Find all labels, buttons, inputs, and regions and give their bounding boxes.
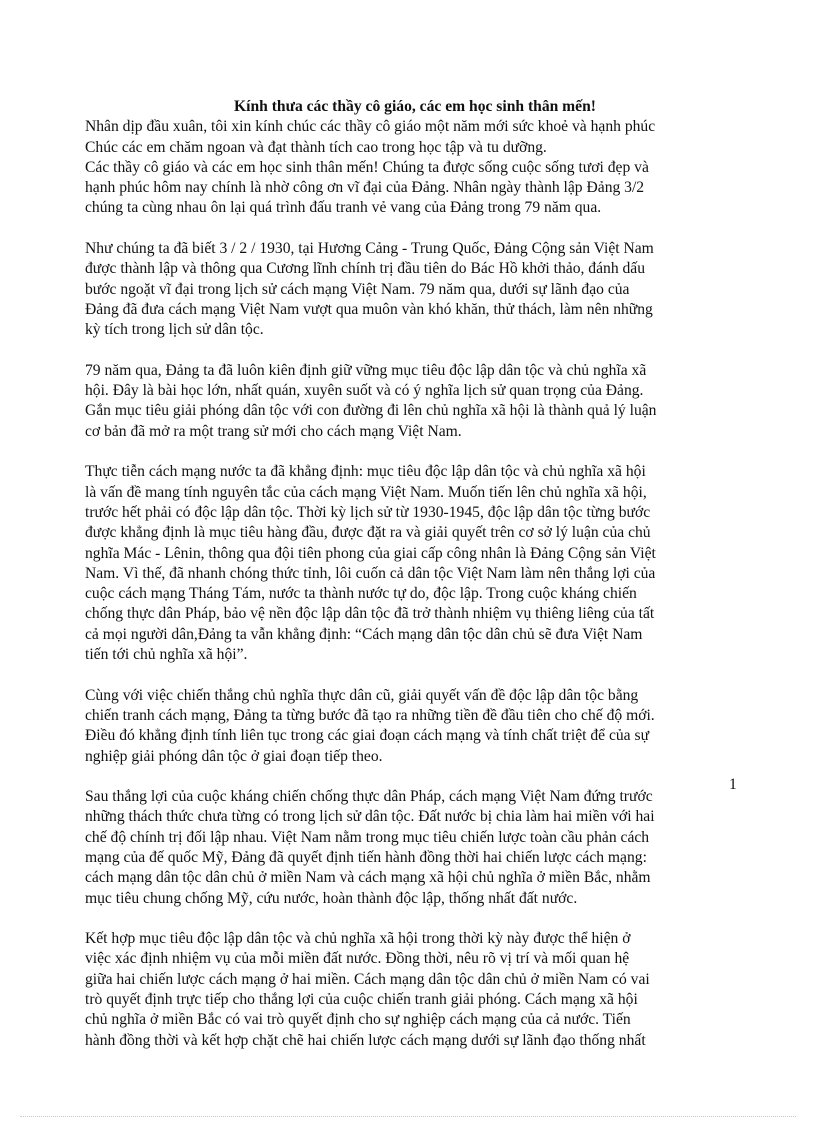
paragraph-line: hội. Đây là bài học lớn, nhất quán, xuyên suốt và có ý nghĩa lịch sử quan trọng của Đảng.: [85, 382, 644, 400]
paragraph-line: Sau thắng lợi của cuộc kháng chiến chống thực dân Pháp, cách mạng Việt Nam đứng trước: [85, 788, 653, 806]
paragraph-line: cách mạng dân tộc dân chủ ở miền Nam và cách mạng xã hội chủ nghĩa ở miền Bắc, nhằm: [85, 869, 651, 887]
paragraph-line: việc xác định nhiệm vụ của mỗi miền đất nước. Đồng thời, nêu rõ vị trí và mối quan hệ: [85, 950, 630, 968]
paragraph-line: tiến tới chủ nghĩa xã hội”.: [85, 646, 248, 664]
paragraph-line: bước ngoặt vĩ đại trong lịch sử cách mạng Việt Nam. 79 năm qua, dưới sự lãnh đạo của: [85, 280, 630, 298]
paragraph-line: cả mọi người dân,Đảng ta vẫn khẳng định: “Cách mạng dân tộc dân chủ sẽ đưa Việt Nam: [85, 625, 643, 643]
paragraph-5: [85, 686, 745, 767]
paragraph-line: chế độ chính trị đối lập nhau. Việt Nam nằm trong mục tiêu chiến lược toàn cầu phản cách: [85, 828, 650, 846]
paragraph-line: hành đồng thời và kết hợp chặt chẽ hai chiến lược cách mạng dưới sự lãnh đạo thống nhất: [85, 1031, 646, 1049]
paragraph-line: được khẳng định là mục tiêu hàng đầu, được đặt ra và giải quyết trên cơ sở lý luận của chủ: [85, 524, 651, 542]
paragraph-line: kỳ tích trong lịch sử dân tộc.: [85, 321, 264, 339]
page-bottom-border: [20, 1116, 796, 1117]
paragraph-line: hạnh phúc hôm nay chính là nhờ công ơn vĩ đại của Đảng. Nhân ngày thành lập Đảng 3/2: [85, 179, 645, 197]
paragraph-6: [85, 787, 745, 909]
paragraph-line: những thách thức chưa từng có trong lịch sử dân tộc. Đất nước bị chia làm hai miền với hai: [85, 808, 655, 826]
paragraph-line: mục tiêu chung chống Mỹ, cứu nước, hoàn thành độc lập, thống nhất đất nước.: [85, 889, 578, 907]
page-number: 1: [729, 776, 737, 793]
paragraph-line: Chúc các em chăm ngoan và đạt thành tích cao trong học tập và tu dưỡng.: [85, 138, 547, 156]
paragraph-line: Như chúng ta đã biết 3 / 2 / 1930, tại Hương Cảng - Trung Quốc, Đảng Cộng sản Việt Nam: [85, 240, 654, 258]
paragraph-line: Các thầy cô giáo và các em học sinh thân mến! Chúng ta được sống cuộc sống tươi đẹp và: [85, 158, 649, 176]
paragraph-line: mạng của đế quốc Mỹ, Đảng đã quyết định tiến hành đồng thời hai chiến lược cách mạng:: [85, 848, 647, 866]
paragraph-line: được thành lập và thông qua Cương lĩnh chính trị đầu tiên do Bác Hồ khởi thảo, đánh dấu: [85, 260, 646, 278]
paragraph-2: [85, 239, 745, 340]
paragraph-line: trước hết phải có độc lập dân tộc. Thời kỳ lịch sử từ 1930-1945, độc lập dân tộc từng bước: [85, 503, 651, 521]
paragraph-1: [85, 117, 745, 218]
paragraph-spacer: [85, 219, 745, 239]
paragraph-7: [85, 929, 745, 1051]
paragraph-line: Gắn mục tiêu giải phóng dân tộc với con đường đi lên chủ nghĩa xã hội là thành quả lý luận: [85, 402, 657, 420]
paragraph-line: cơ bản đã mở ra một trang sử mới cho cách mạng Việt Nam.: [85, 422, 462, 440]
paragraph-3: [85, 361, 745, 442]
paragraph-line: nghĩa Mác - Lênin, thông qua đội tiên phong của giai cấp công nhân là Đảng Cộng sản Việt: [85, 544, 656, 562]
paragraph-line: Nhân dịp đầu xuân, tôi xin kính chúc các thầy cô giáo một năm mới sức khoẻ và hạnh phúc: [85, 118, 656, 136]
paragraph-line: Thực tiễn cách mạng nước ta đã khẳng định: mục tiêu độc lập dân tộc và chủ nghĩa xã hội: [85, 463, 646, 481]
document-title: Kính thưa các thầy cô giáo, các em học sinh thân mến!: [234, 98, 596, 115]
paragraph-line: chống thực dân Pháp, bảo vệ nền độc lập dân tộc đã trở thành nhiệm vụ thiêng liêng của tất: [85, 605, 655, 623]
paragraph-line: trò quyết định trực tiếp cho thắng lợi của cuộc chiến tranh giải phóng. Cách mạng xã hội: [85, 991, 638, 1009]
paragraph-line: Kết hợp mục tiêu độc lập dân tộc và chủ nghĩa xã hội trong thời kỳ này được thể hiện ở: [85, 930, 631, 948]
paragraph-spacer: [85, 341, 745, 361]
paragraph-line: là vấn đề mang tính nguyên tắc của cách mạng Việt Nam. Muốn tiến lên chủ nghĩa xã hội,: [85, 483, 647, 501]
paragraph-line: 79 năm qua, Đảng ta đã luôn kiên định giữ vững mục tiêu độc lập dân tộc và chủ nghĩa xã: [85, 361, 647, 379]
paragraph-spacer: [85, 665, 745, 685]
paragraph-spacer: [85, 442, 745, 462]
paragraph-4: [85, 462, 745, 665]
paragraph-line: Điều đó khẳng định tính liên tục trong các giai đoạn cách mạng và tính chất triệt để của sự: [85, 727, 650, 745]
paragraph-spacer: [85, 767, 745, 787]
paragraph-line: chúng ta cùng nhau ôn lại quá trình đấu tranh vẻ vang của Đảng trong 79 năm qua.: [85, 199, 602, 217]
paragraph-line: giữa hai chiến lược cách mạng ở hai miền. Cách mạng dân tộc dân chủ ở miền Nam có vai: [85, 970, 650, 988]
document-body: [85, 97, 745, 1051]
paragraph-line: Đảng đã đưa cách mạng Việt Nam vượt qua muôn vàn khó khăn, thử thách, làm nên những: [85, 300, 653, 318]
paragraph-line: nghiệp giải phóng dân tộc ở giai đoạn tiếp theo.: [85, 747, 383, 765]
paragraph-line: chiến tranh cách mạng, Đảng ta từng bước đã tạo ra những tiền đề đầu tiên cho chế độ mới.: [85, 706, 655, 724]
paragraph-line: chủ nghĩa ở miền Bắc có vai trò quyết định cho sự nghiệp cách mạng của cả nước. Tiến: [85, 1011, 631, 1029]
paragraph-line: Cùng với việc chiến thắng chủ nghĩa thực dân cũ, giải quyết vấn đề độc lập dân tộc bằng: [85, 686, 639, 704]
paragraph-spacer: [85, 909, 745, 929]
paragraph-line: cuộc cách mạng Tháng Tám, nước ta thành nước tự do, độc lập. Trong cuộc kháng chiến: [85, 585, 637, 603]
paragraph-line: Nam. Vì thế, đã nhanh chóng thức tỉnh, lôi cuốn cả dân tộc Việt Nam làm nên thắng lợi của: [85, 564, 656, 582]
